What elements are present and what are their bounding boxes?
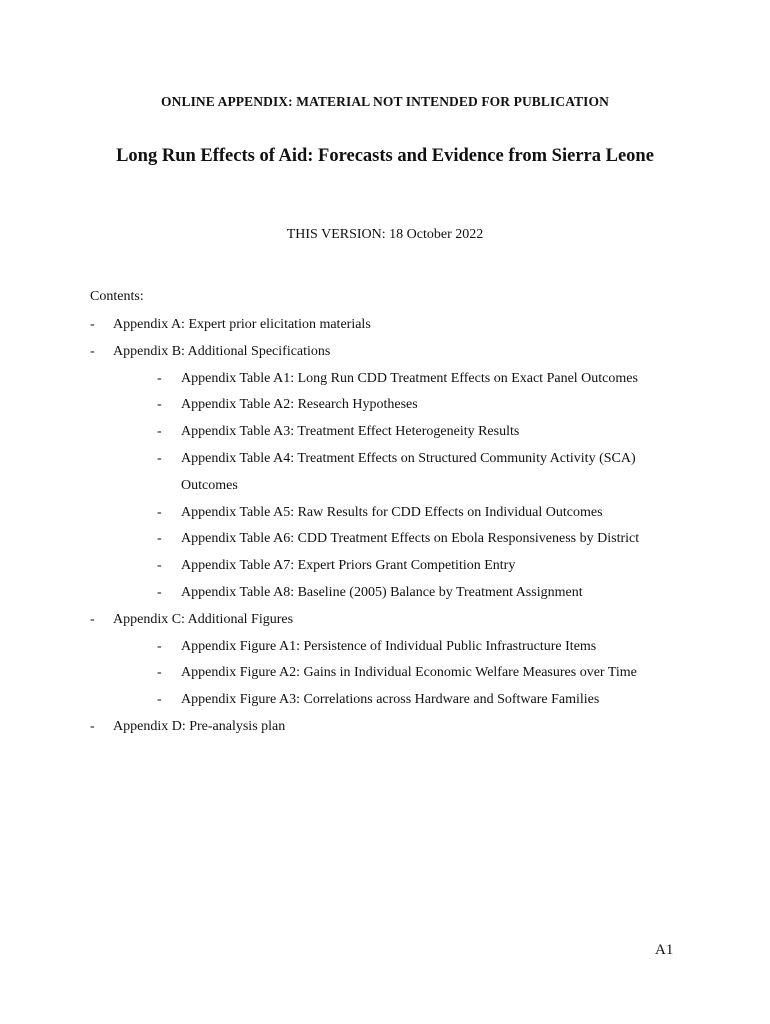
bullet-dash: -: [157, 692, 162, 708]
table-of-contents: [0, 316, 770, 745]
toc-figure-a2: [0, 664, 770, 691]
toc-label: Appendix Table A5: Raw Results for CDD Effects on Individual Outcomes: [181, 504, 603, 520]
toc-label: Appendix A: Expert prior elicitation materials: [113, 317, 371, 332]
bullet-dash: -: [157, 424, 162, 440]
toc-table-a6: [0, 530, 770, 557]
toc-label: Appendix Table A3: Treatment Effect Heterogeneity Results: [181, 424, 520, 440]
toc-figure-a1: [0, 638, 770, 665]
toc-label: Appendix Table A8: Baseline (2005) Balance by Treatment Assignment: [181, 584, 583, 600]
paper-title: Long Run Effects of Aid: Forecasts and Evidence from Sierra Leone: [116, 146, 654, 166]
toc-appendix-d: [0, 718, 770, 745]
toc-label: Appendix Figure A2: Gains in Individual Economic Welfare Measures over Time: [181, 665, 637, 681]
toc-label: Appendix Table A2: Research Hypotheses: [181, 397, 418, 413]
bullet-dash: -: [157, 370, 162, 386]
toc-table-a2: [0, 396, 770, 423]
bullet-dash: -: [157, 450, 162, 466]
toc-table-a7: [0, 557, 770, 584]
page-number: A1: [655, 942, 674, 958]
toc-appendix-c: [0, 611, 770, 638]
bullet-dash: -: [90, 317, 95, 332]
toc-label: Appendix Figure A3: Correlations across Hardware and Software Families: [181, 692, 600, 708]
bullet-dash: -: [157, 397, 162, 413]
bullet-dash: -: [157, 584, 162, 600]
bullet-dash: -: [157, 638, 162, 654]
toc-table-a4: [0, 450, 770, 477]
toc-label: Appendix Table A6: CDD Treatment Effects on Ebola Responsiveness by District: [181, 531, 640, 547]
toc-label: Appendix D: Pre-analysis plan: [113, 718, 286, 734]
bullet-dash: -: [90, 718, 95, 734]
toc-table-a5: [0, 504, 770, 531]
toc-table-a1: [0, 370, 770, 397]
toc-appendix-b: [0, 343, 770, 370]
toc-label: Outcomes: [181, 477, 238, 493]
version-date: THIS VERSION: 18 October 2022: [286, 227, 484, 242]
toc-table-a3: [0, 423, 770, 450]
toc-figure-a3: [0, 691, 770, 718]
toc-label: Appendix Table A4: Treatment Effects on Structured Community Activity (SCA): [181, 450, 636, 466]
toc-label: Appendix Table A7: Expert Priors Grant Competition Entry: [181, 558, 516, 574]
toc-label: Appendix Figure A1: Persistence of Individual Public Infrastructure Items: [181, 638, 597, 654]
bullet-dash: -: [90, 611, 95, 627]
toc-appendix-a: [0, 316, 770, 343]
bullet-dash: -: [157, 558, 162, 574]
toc-table-a4-continued: [0, 477, 770, 504]
toc-label: Appendix C: Additional Figures: [113, 611, 294, 627]
bullet-dash: -: [157, 665, 162, 681]
bullet-dash: -: [157, 504, 162, 520]
bullet-dash: -: [157, 531, 162, 547]
contents-heading: Contents:: [90, 289, 144, 304]
toc-label: Appendix B: Additional Specifications: [113, 343, 331, 359]
toc-label: Appendix Table A1: Long Run CDD Treatment Effects on Exact Panel Outcomes: [181, 370, 638, 386]
publication-note: ONLINE APPENDIX: MATERIAL NOT INTENDED FOR PUBLICATION: [161, 94, 609, 109]
bullet-dash: -: [90, 343, 95, 359]
toc-table-a8: [0, 584, 770, 611]
